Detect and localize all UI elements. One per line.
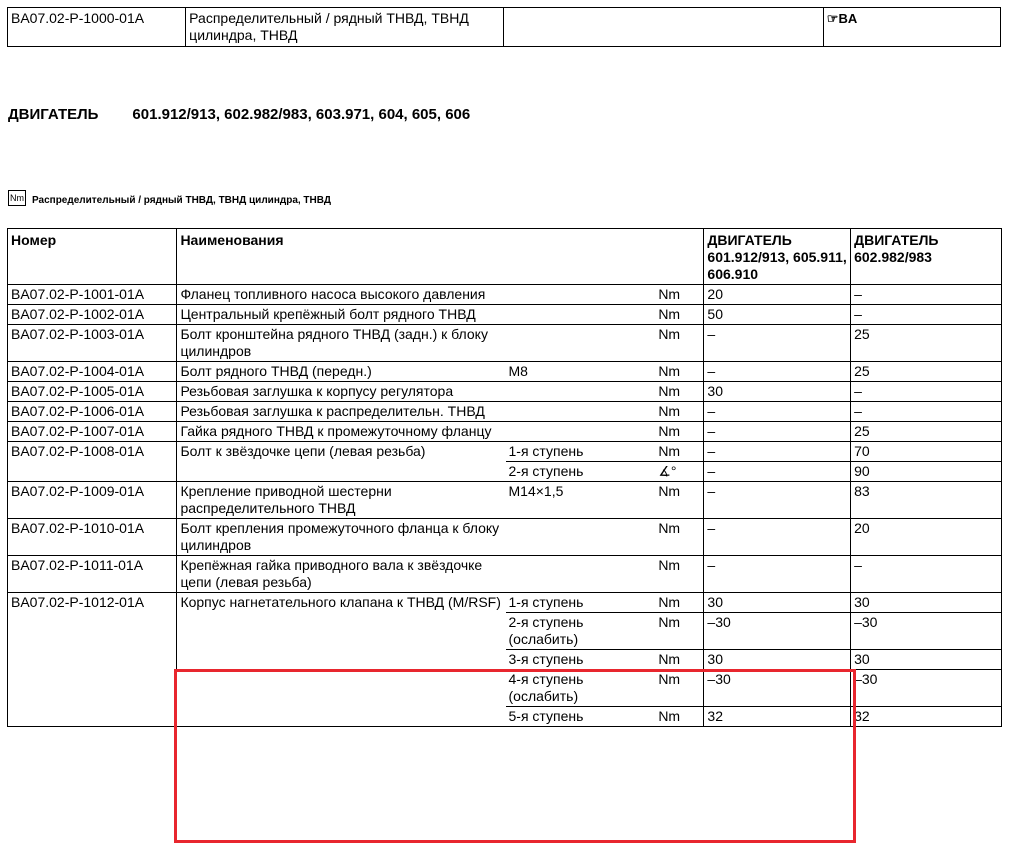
cell-engine-b: – <box>851 285 1002 305</box>
cell-engine-a: – <box>704 402 851 422</box>
cell-number: BA07.02-P-1006-01A <box>8 402 177 422</box>
engine-models: 601.912/913, 602.982/983, 603.971, 604, 605, 606 <box>132 106 471 123</box>
cell-number: BA07.02-P-1003-01A <box>8 325 177 362</box>
cell-stage: 3-я ступень <box>506 650 656 670</box>
cell-name: Крепёжная гайка приводного вала к звёздочке цепи (левая резьба) <box>177 556 506 593</box>
table-row <box>8 362 1002 382</box>
section-title-text: Распределительный / рядный ТНВД, ТВНД цилиндра, ТНВД <box>32 195 331 206</box>
cell-name: Гайка рядного ТНВД к промежуточному фланцу <box>177 422 506 442</box>
cell-unit: Nm <box>655 325 704 362</box>
cell-engine-a: – <box>704 482 851 519</box>
cell-engine-a: –30 <box>704 613 851 650</box>
cell-spec <box>506 519 656 556</box>
section-title <box>8 190 331 206</box>
cell-stage: 1-я ступень <box>506 593 656 613</box>
cell-unit: Nm <box>655 519 704 556</box>
cell-engine-b: 30 <box>851 650 1002 670</box>
cell-number: BA07.02-P-1011-01A <box>8 556 177 593</box>
cell-name: Резьбовая заглушка к распределительн. ТНВД <box>177 402 506 422</box>
pointing-hand-icon: ☞ <box>826 11 839 26</box>
cell-spec <box>506 402 656 422</box>
cell-spec: M8 <box>506 362 656 382</box>
cell-engine-b: –30 <box>851 613 1002 650</box>
cell-engine-a: 50 <box>704 305 851 325</box>
engine-label: ДВИГАТЕЛЬ <box>8 106 99 123</box>
table-row <box>8 402 1002 422</box>
cell-number: BA07.02-P-1005-01A <box>8 382 177 402</box>
table-row <box>8 556 1002 593</box>
cell-stage: 4-я ступень (ослабить) <box>506 670 656 707</box>
header-blank <box>504 8 823 47</box>
cell-unit: Nm <box>655 305 704 325</box>
cell-engine-a: 30 <box>704 382 851 402</box>
cell-number: BA07.02-P-1012-01A <box>8 593 177 727</box>
cell-engine-a: 32 <box>704 707 851 727</box>
cell-engine-b: – <box>851 402 1002 422</box>
cell-unit: Nm <box>655 670 704 707</box>
cell-engine-a: – <box>704 325 851 362</box>
cell-name: Болт крепления промежуточного фланца к блоку цилиндров <box>177 519 506 556</box>
reference-label: BA <box>838 11 858 26</box>
cell-number: BA07.02-P-1008-01A <box>8 442 177 482</box>
cell-stage: 2-я ступень <box>506 462 656 482</box>
cell-engine-b: 83 <box>851 482 1002 519</box>
cell-engine-b: – <box>851 382 1002 402</box>
cell-engine-b: 25 <box>851 362 1002 382</box>
cell-number: BA07.02-P-1010-01A <box>8 519 177 556</box>
cell-engine-b: 70 <box>851 442 1002 462</box>
cell-unit: ∡° <box>655 462 704 482</box>
header-reference[interactable] <box>823 8 1000 47</box>
cell-name: Резьбовая заглушка к корпусу регулятора <box>177 382 506 402</box>
table-row <box>8 482 1002 519</box>
cell-number: BA07.02-P-1004-01A <box>8 362 177 382</box>
torque-table <box>7 228 1002 727</box>
header-engine-b: ДВИГАТЕЛЬ 602.982/983 <box>851 229 1002 285</box>
cell-engine-a: –30 <box>704 670 851 707</box>
cell-unit: Nm <box>655 482 704 519</box>
cell-engine-a: 20 <box>704 285 851 305</box>
cell-stage: 5-я ступень <box>506 707 656 727</box>
cell-engine-a: – <box>704 362 851 382</box>
cell-name: Болт рядного ТНВД (передн.) <box>177 362 506 382</box>
cell-unit: Nm <box>655 285 704 305</box>
cell-unit: Nm <box>655 556 704 593</box>
cell-engine-b: 30 <box>851 593 1002 613</box>
cell-name: Центральный крепёжный болт рядного ТНВД <box>177 305 506 325</box>
table-body <box>8 285 1002 727</box>
cell-number: BA07.02-P-1007-01A <box>8 422 177 442</box>
cell-spec <box>506 382 656 402</box>
cell-engine-b: 20 <box>851 519 1002 556</box>
header-name: Наименования <box>177 229 704 285</box>
cell-spec <box>506 422 656 442</box>
cell-spec: M14×1,5 <box>506 482 656 519</box>
cell-unit: Nm <box>655 707 704 727</box>
cell-number: BA07.02-P-1009-01A <box>8 482 177 519</box>
table-row <box>8 422 1002 442</box>
cell-engine-b: –30 <box>851 670 1002 707</box>
cell-unit: Nm <box>655 442 704 462</box>
cell-unit: Nm <box>655 650 704 670</box>
cell-unit: Nm <box>655 593 704 613</box>
table-row <box>8 325 1002 362</box>
cell-name: Болт кронштейна рядного ТНВД (задн.) к блоку цилиндров <box>177 325 506 362</box>
cell-engine-b: 25 <box>851 422 1002 442</box>
table-row <box>8 519 1002 556</box>
header-engine-a: ДВИГАТЕЛЬ 601.912/913, 605.911, 606.910 <box>704 229 851 285</box>
cell-engine-a: – <box>704 422 851 442</box>
cell-spec <box>506 285 656 305</box>
cell-unit: Nm <box>655 613 704 650</box>
cell-number: BA07.02-P-1001-01A <box>8 285 177 305</box>
cell-engine-b: 90 <box>851 462 1002 482</box>
cell-name: Крепление приводной шестерни распределительного ТНВД <box>177 482 506 519</box>
cell-engine-b: 32 <box>851 707 1002 727</box>
table-row <box>8 305 1002 325</box>
table-row <box>8 593 1002 613</box>
cell-unit: Nm <box>655 362 704 382</box>
cell-engine-a: – <box>704 519 851 556</box>
cell-name: Корпус нагнетательного клапана к ТНВД (M/RSF) <box>177 593 506 727</box>
cell-stage: 2-я ступень (ослабить) <box>506 613 656 650</box>
cell-engine-b: – <box>851 556 1002 593</box>
header-code: BA07.02-P-1000-01A <box>8 8 186 47</box>
cell-spec <box>506 305 656 325</box>
nm-icon: Nm <box>8 190 26 206</box>
cell-spec <box>506 325 656 362</box>
cell-engine-a: – <box>704 462 851 482</box>
cell-unit: Nm <box>655 382 704 402</box>
table-row <box>8 382 1002 402</box>
cell-name: Фланец топливного насоса высокого давления <box>177 285 506 305</box>
cell-stage: 1-я ступень <box>506 442 656 462</box>
header-number: Номер <box>8 229 177 285</box>
cell-unit: Nm <box>655 422 704 442</box>
table-row <box>8 285 1002 305</box>
engine-heading <box>8 106 470 123</box>
cell-name: Болт к звёздочке цепи (левая резьба) <box>177 442 506 482</box>
cell-engine-a: – <box>704 442 851 462</box>
cell-unit: Nm <box>655 402 704 422</box>
document-header <box>7 7 1001 47</box>
table-row <box>8 442 1002 462</box>
cell-engine-b: 25 <box>851 325 1002 362</box>
cell-engine-a: – <box>704 556 851 593</box>
cell-engine-a: 30 <box>704 650 851 670</box>
cell-number: BA07.02-P-1002-01A <box>8 305 177 325</box>
cell-engine-a: 30 <box>704 593 851 613</box>
table-header-row <box>8 229 1002 285</box>
cell-engine-b: – <box>851 305 1002 325</box>
cell-spec <box>506 556 656 593</box>
header-title: Распределительный / рядный ТНВД, ТВНД цилиндра, ТНВД <box>186 8 504 47</box>
